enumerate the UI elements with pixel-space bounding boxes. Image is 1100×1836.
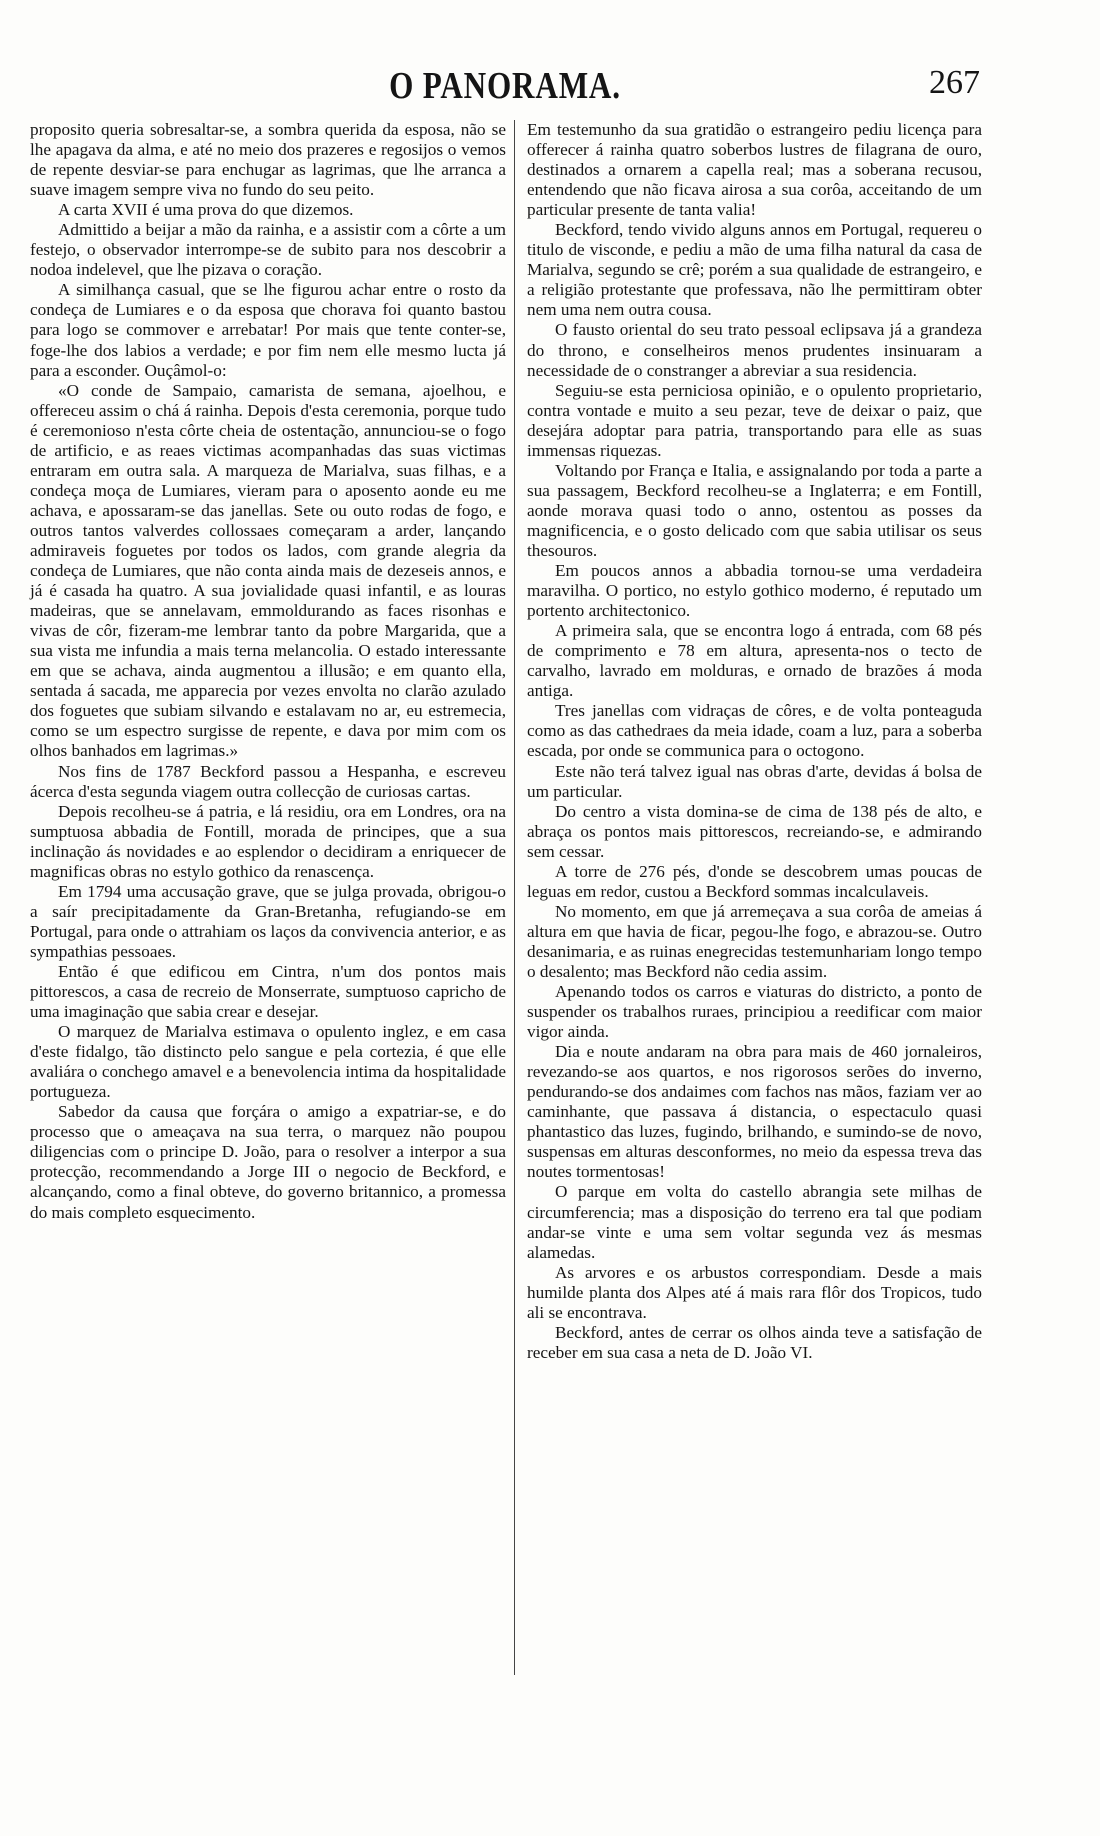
paragraph: O parque em volta do castello abrangia sete milhas de circumferencia; mas a disposição do terreno era tal que podiam andar-se vinte e uma sem voltar segunda vez ás mesmas alamedas.: [527, 1182, 982, 1262]
paragraph: Beckford, antes de cerrar os olhos ainda teve a satisfação de receber em sua casa a neta de D. João VI.: [527, 1322, 982, 1362]
page-title: O PANORAMA.: [389, 65, 621, 107]
paragraph: Este não terá talvez igual nas obras d'arte, devidas á bolsa de um particular.: [527, 761, 982, 801]
paragraph: «O conde de Sampaio, camarista de semana, ajoelhou, e offereceu assim o chá á rainha. Depois d'esta ceremonia, porque tudo é ceremonioso n'esta côrte cheia de ostentação, annunciou-se o fogo de artificio, e as reaes victimas acompanhadas das suas victimas entraram em outra sala. A marqueza de Marialva, suas filhas, e a condeça moça de Lumiares, vieram para o aposento aonde eu me achava, e apossaram-se das janellas. Sete ou outo rodas de fogo, e outros tantos valverdes collossaes começaram a arder, lançando admiraveis foguetes por todos os lados, com grande alegria da condeça de Lumiares, que não conta ainda mais de dezeseis annos, e já é casada ha quatro. A sua jovialidade quasi infantil, e as louras madeiras, que se annelavam, emmoldurando as faces risonhas e vivas de côr, fizeram-me lembrar tanto da pobre Margarida, que a sua vista me infundia a mais terna melancolia. O estado interessante em que se achava, ainda augmentou a illusão; e em quanto ella, sentada á sacada, me apparecia por vezes envolta no clarão azulado dos foguetes que subiam silvando e estalavam no ar, eu estremecia, como se um espectro surgisse de repente, e dava por mim com os olhos banhados em lagrimas.»: [30, 380, 506, 761]
paragraph: Depois recolheu-se á patria, e lá residiu, ora em Londres, ora na sumptuosa abbadia de Fontill, morada de principes, que a sua inclinação ás novidades e ao esplendor o decidiram a enriquecer de magnificas obras no estylo gothico da renascença.: [30, 801, 506, 881]
paragraph: Do centro a vista domina-se de cima de 138 pés de alto, e abraça os pontos mais pittorescos, recreiando-se, e admirando sem cessar.: [527, 801, 982, 861]
page-number: 267: [929, 64, 980, 101]
paragraph: Dia e noute andaram na obra para mais de 460 jornaleiros, revezando-se aos quartos, e nos rigorosos serões do inverno, pendurando-se dos andaimes com fachos nas mãos, faziam ver ao caminhante, que passava á distancia, o espectaculo quasi phantastico das luzes, fugindo, brilhando, e sumindo-se de novo, suspensas em alturas desconformes, no meio da espessa treva das noutes tormentosas!: [527, 1042, 982, 1182]
paragraph: A similhança casual, que se lhe figurou achar entre o rosto da condeça de Lumiares e o da esposa que chorava foi quanto bastou para logo se commover e arrebatar! Por mais que tente conter-se, foge-lhe dos labios a verdade; e por fim nem elle mesmo lucta já para a esconder. Ouçâmol-o:: [30, 280, 506, 380]
left-column: [30, 120, 506, 1223]
paragraph: Nos fins de 1787 Beckford passou a Hespanha, e escreveu ácerca d'esta segunda viagem outra collecção de curiosas cartas.: [30, 761, 506, 801]
paragraph: A carta XVII é uma prova do que dizemos.: [58, 200, 354, 220]
paragraph: O marquez de Marialva estimava o opulento inglez, e em casa d'este fidalgo, tão distincto pelo sangue e pela cortezia, é que elle avaliára o conchego amavel e a benevolencia intima da hospitalidade portugueza.: [30, 1022, 506, 1102]
paragraph: A primeira sala, que se encontra logo á entrada, com 68 pés de comprimento e 78 em altura, apresenta-nos o tecto de carvalho, lavrado em molduras, e ornado de brazões á moda antiga.: [527, 621, 982, 701]
paragraph: proposito queria sobresaltar-se, a sombra querida da esposa, não se lhe apagava da alma, e até no meio dos prazeres e regosijos o vemos de repente desviar-se para enchugar as lagrimas, que lhe arranca a suave imagem sempre viva no fundo do seu peito.: [30, 120, 506, 200]
paragraph: Tres janellas com vidraças de côres, e de volta ponteaguda como as das cathedraes da meia idade, coam a luz, para a soberba escada, por onde se communica para o octogono.: [527, 701, 982, 761]
paragraph: Apenando todos os carros e viaturas do districto, a ponto de suspender os trabalhos ruraes, principiou a reedificar com maior vigor ainda.: [527, 982, 982, 1042]
paragraph: Voltando por França e Italia, e assignalando por toda a parte a sua passagem, Beckford recolheu-se a Inglaterra; e em Fontill, aonde morava quasi todo o anno, ostentou as posses da magnificencia, e o gosto delicado com que sabia utilisar os seus thesouros.: [527, 460, 982, 560]
paragraph: As arvores e os arbustos correspondiam. Desde a mais humilde planta dos Alpes até á mais rara flôr dos Tropicos, tudo ali se encontrava.: [527, 1262, 982, 1322]
right-column: [527, 120, 982, 1363]
page-header: [30, 64, 980, 114]
paragraph: A torre de 276 pés, d'onde se descobrem umas poucas de leguas em redor, custou a Beckford sommas incalculaveis.: [527, 861, 982, 901]
paragraph: Em testemunho da sua gratidão o estrangeiro pediu licença para offerecer á rainha quatro soberbos lustres de filagrana de ouro, destinados a ornarem a capella real; mas a soberana recusou, entendendo que não ficava airosa a sua corôa, acceitando de um particular presente de tanta valia!: [527, 120, 982, 220]
paragraph: Seguiu-se esta perniciosa opinião, e o opulento proprietario, contra vontade e muito a seu pezar, teve de deixar o paiz, que desejára adoptar para patria, transportando para elle as suas immensas riquezas.: [527, 380, 982, 460]
paragraph: Então é que edificou em Cintra, n'um dos pontos mais pittorescos, a casa de recreio de Monserrate, sumptuoso capricho de uma imaginação que sabia crear e desejar.: [30, 961, 506, 1022]
paragraph: No momento, em que já arremeçava a sua corôa de ameias á altura em que havia de ficar, pegou-lhe fogo, e abrazou-se. Outro desanimaria, e as ruinas enegrecidas testemunhariam longo tempo o desalento; mas Beckford não cedia assim.: [527, 901, 982, 981]
paragraph: Em poucos annos a abbadia tornou-se uma verdadeira maravilha. O portico, no estylo gothico moderno, é reputado um portento architectonico.: [527, 561, 982, 621]
column-divider: [514, 120, 515, 1675]
paragraph: Beckford, tendo vivido alguns annos em Portugal, requereu o titulo de visconde, e pediu a mão de uma filha natural da casa de Marialva, segundo se crê; porém a sua qualidade de estrangeiro, e a religião protestante que professava, não lhe permittiram obter nem uma nem outra cousa.: [527, 220, 982, 320]
paragraph: Em 1794 uma accusação grave, que se julga provada, obrigou-o a saír precipitadamente da Gran-Bretanha, refugiando-se em Portugal, para onde o attrahiam os laços da convivencia anterior, e as sympathias pessoaes.: [30, 881, 506, 961]
paragraph: O fausto oriental do seu trato pessoal eclipsava já a grandeza do throno, e conselheiros menos prudentes insinuaram a necessidade de o constranger a abreviar a sua residencia.: [527, 320, 982, 380]
paragraph: Admittido a beijar a mão da rainha, e a assistir com a côrte a um festejo, o observador interrompe-se de subito para nos descobrir a nodoa indelevel, que lhe pizava o coração.: [30, 220, 506, 280]
paragraph: Sabedor da causa que forçára o amigo a expatriar-se, e do processo que o ameaçava na sua terra, o marquez não poupou diligencias com o principe D. João, para o resolver a interpor a sua protecção, recommendando a Jorge III o negocio de Beckford, e alcançando, como a final obteve, do governo britannico, a promessa do mais completo esquecimento.: [30, 1102, 506, 1222]
